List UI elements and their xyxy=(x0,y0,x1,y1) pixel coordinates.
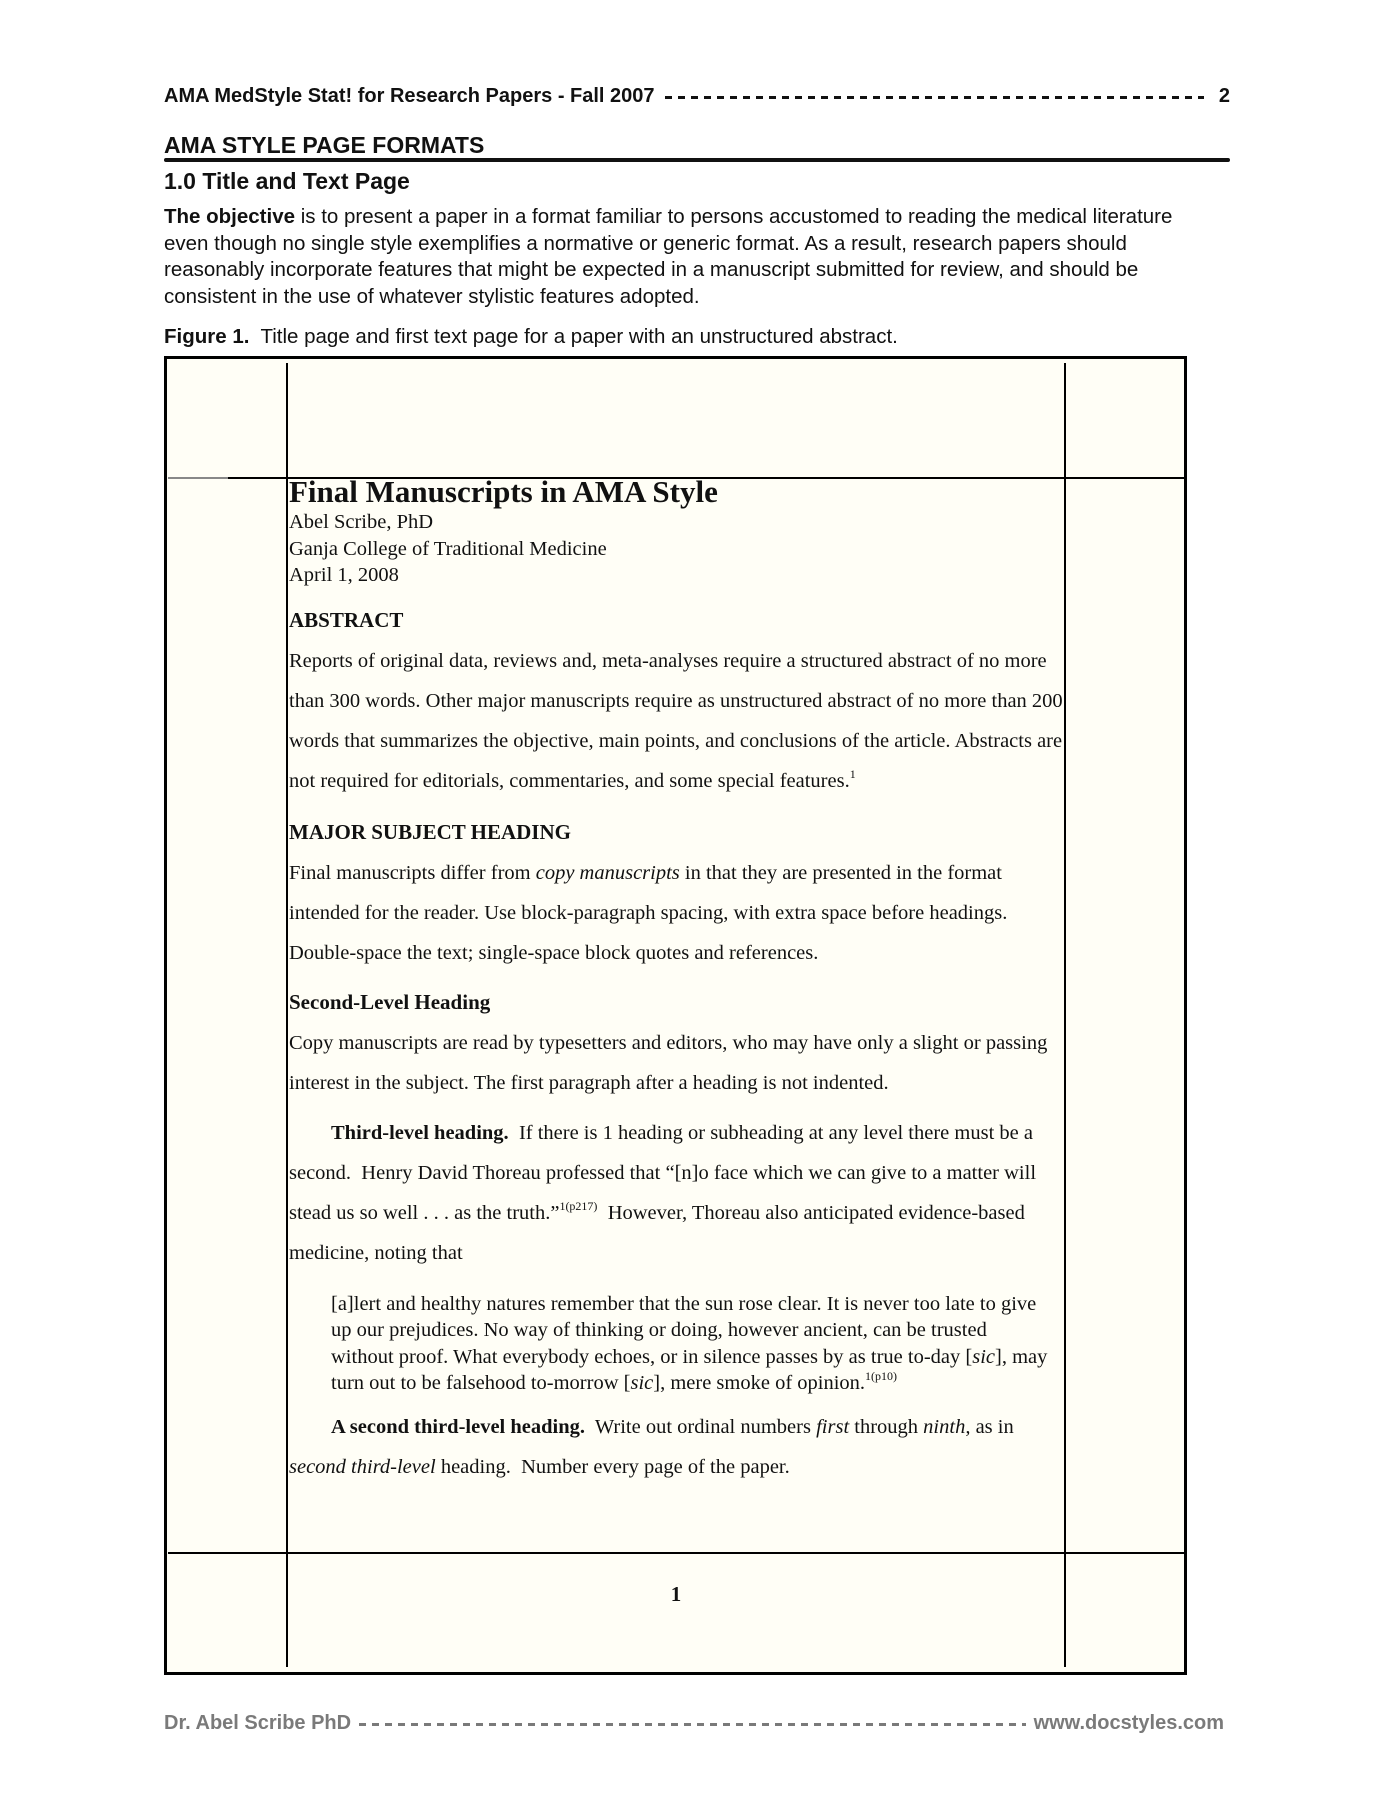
major-text: Final manuscripts differ from xyxy=(289,861,536,884)
footer-website[interactable]: www.docstyles.com xyxy=(1033,1711,1224,1734)
second-level-paragraph: Copy manuscripts are read by typesetters and editors, who may have only a slight or passing interest in the subject. The first paragraph after a heading is not indented. xyxy=(289,1031,1048,1094)
third-level-citation: 1(p217) xyxy=(559,1198,598,1213)
second-level-heading: Second-Level Heading xyxy=(289,989,491,1014)
major-heading: MAJOR SUBJECT HEADING xyxy=(289,819,571,844)
paragraph-italic: ninth, xyxy=(923,1415,971,1438)
quote-sic: sic xyxy=(972,1345,995,1368)
top-margin-line-faint xyxy=(168,477,228,479)
subsection-title: 1.0 Title and Text Page xyxy=(164,168,410,194)
third-level-text: If there is 1 heading or subheading at any level there must be a second. Henry David Thoreau professed that “[n]o face which we can give to a matter will stead us so well . . . as the truth.” xyxy=(289,1121,1042,1224)
quote-text: ], may turn out to be falsehood to-morrow [ xyxy=(331,1345,1048,1394)
third-level-heading: Third-level heading. xyxy=(331,1121,509,1144)
intro-lead: The objective xyxy=(164,205,296,228)
manuscript-author: Abel Scribe, PhD xyxy=(289,511,434,533)
quote-text: [a]lert and healthy natures remember that the sun rose clear. It is never too late to give up our prejudices. No way of thinking or doing, however ancient, can be trusted without proof. What everybody echoes, or in silence passes by as true to-day [ xyxy=(331,1292,1037,1368)
manuscript-date: April 1, 2008 xyxy=(289,564,399,586)
second-third-level-paragraph xyxy=(289,1407,1069,1487)
manuscript-institution: Ganja College of Traditional Medicine xyxy=(289,537,607,560)
figure-caption xyxy=(164,325,898,349)
bottom-margin-line xyxy=(168,1552,1184,1554)
manuscript-page-number: 1 xyxy=(670,1582,682,1606)
paragraph-italic: second third-level xyxy=(289,1455,436,1478)
running-footer xyxy=(164,1710,1224,1736)
abstract-citation: 1 xyxy=(849,766,856,781)
major-text: in that they are presented in the format intended for the reader. Use block-paragraph spacing, with extra space before headings. Double-space the text; single-space block quotes and references. xyxy=(289,861,1008,964)
running-header xyxy=(164,83,1230,109)
paragraph-text: heading. Number every page of the paper. xyxy=(435,1455,790,1478)
paragraph-text: as in xyxy=(970,1415,1019,1438)
third-level-paragraph xyxy=(289,1113,1069,1273)
paragraph-text: Write out ordinal numbers xyxy=(585,1415,817,1438)
figure-label: Figure 1. xyxy=(164,325,250,348)
dotted-leader xyxy=(665,96,1204,99)
third-level-text: However, Thoreau also anticipated evidence-based medicine, noting that xyxy=(289,1201,1030,1264)
quote-citation: 1(p10) xyxy=(865,1369,898,1383)
left-margin-line xyxy=(286,363,288,1667)
abstract-paragraph xyxy=(289,641,1069,801)
section-title: AMA STYLE PAGE FORMATS xyxy=(164,132,485,158)
major-text-italic: copy manuscripts xyxy=(535,861,680,884)
section-rule xyxy=(164,158,1230,162)
abstract-text: Reports of original data, reviews and, meta-analyses require a structured abstract of no more than 300 words. Other major manuscripts require as unstructured abstract of no more than 200 words that summarizes the objective, main points, and conclusions of the article. Abstracts are not required for editorials, commentaries, and some special features. xyxy=(289,649,1063,792)
dotted-leader xyxy=(359,1723,1025,1726)
figure-caption-text: Title page and first text page for a paper with an unstructured abstract. xyxy=(249,325,898,348)
footer-author: Dr. Abel Scribe PhD xyxy=(164,1711,352,1734)
quote-sic: sic xyxy=(630,1372,654,1394)
quote-text: ], mere smoke of opinion. xyxy=(653,1372,866,1394)
intro-text: is to present a paper in a format familiar to persons accustomed to reading the medical literature even though no single style exemplifies a normative or generic format. As a result, research papers should reasonably incorporate features that might be expected in a manuscript submitted for review, and should be consistent in the use of whatever stylistic features adopted. xyxy=(164,205,1173,308)
running-title: AMA MedStyle Stat! for Research Papers - Fall 2007 xyxy=(164,84,655,107)
major-paragraph xyxy=(289,853,1069,973)
paragraph-italic: first xyxy=(816,1415,850,1438)
abstract-heading: ABSTRACT xyxy=(289,607,404,632)
manuscript-page xyxy=(289,472,1069,1487)
intro-paragraph xyxy=(164,204,1214,310)
second-third-level-heading: A second third-level heading. xyxy=(331,1415,585,1438)
manuscript-title: Final Manuscripts in AMA Style xyxy=(289,474,718,509)
page-number: 2 xyxy=(1218,84,1230,107)
block-quote xyxy=(331,1291,1051,1397)
paragraph-text: through xyxy=(849,1415,924,1438)
